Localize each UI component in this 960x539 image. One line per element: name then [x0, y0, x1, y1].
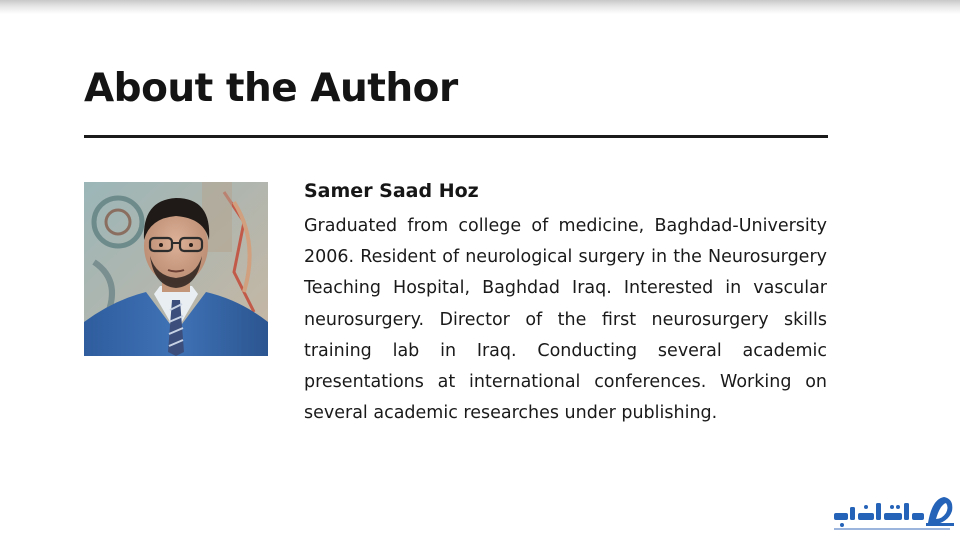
nasiriyah-logo-icon: [828, 493, 956, 533]
page-title: About the Author: [84, 66, 458, 111]
title-divider: [84, 135, 828, 138]
author-photo: [84, 182, 268, 356]
author-name: Samer Saad Hoz: [304, 180, 479, 202]
author-bio: Graduated from college of medicine, Baghdad-University 2006. Resident of neurological surgery in the Neurosurgery Teaching Hospital, Baghdad Iraq. Interested in vascular neurosurgery. Director of the first neurosurgery skills training lab in Iraq. Conducting several academic presentations at international conferences. Working on several academic researches under publishing.: [304, 216, 827, 424]
author-portrait-icon: [84, 182, 268, 356]
top-edge-shadow: [0, 0, 960, 14]
